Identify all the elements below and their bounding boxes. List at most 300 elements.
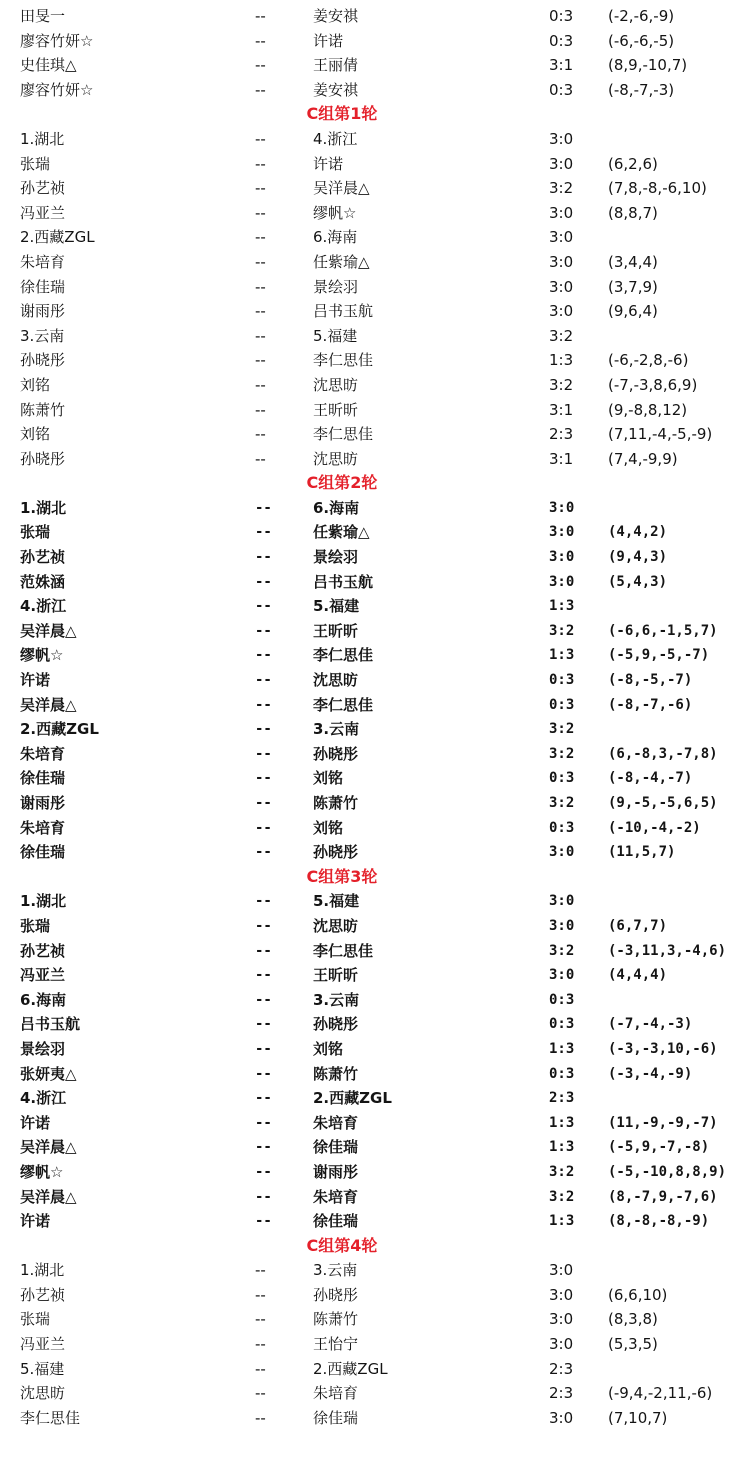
match-row — [0, 742, 744, 767]
separator: -- — [255, 622, 272, 639]
team-match-row — [0, 324, 744, 349]
separator: -- — [255, 425, 266, 444]
match-row — [0, 29, 744, 54]
match-row — [0, 53, 744, 78]
away-team: 5.福建 — [313, 597, 360, 616]
away-team: 2.西藏ZGL — [313, 1359, 388, 1378]
match-row — [0, 570, 744, 595]
away-player: 孙晓彤 — [313, 1015, 359, 1034]
separator: -- — [255, 819, 272, 836]
set-scores: (11,-9,-9,-7) — [608, 1114, 718, 1131]
match-score: 3:0 — [549, 917, 575, 934]
home-player: 张瑞 — [20, 916, 51, 935]
match-row — [0, 1307, 744, 1332]
separator: -- — [255, 449, 266, 468]
home-team: 5.福建 — [20, 1359, 65, 1378]
home-player: 许诺 — [20, 1212, 51, 1231]
set-scores: (9,-8,8,12) — [608, 400, 688, 419]
match-score: 3:1 — [549, 400, 574, 419]
separator: -- — [255, 672, 272, 689]
home-player: 史佳琪△ — [20, 56, 77, 75]
separator: -- — [255, 1359, 266, 1378]
away-player: 景绘羽 — [313, 548, 359, 567]
round-title: C组第3轮 — [306, 866, 378, 886]
set-scores: (11,5,7) — [608, 844, 676, 861]
match-score: 1:3 — [549, 1139, 575, 1156]
set-scores: (7,10,7) — [608, 1408, 668, 1427]
separator: -- — [255, 524, 272, 541]
separator: -- — [255, 31, 266, 50]
separator: -- — [255, 1065, 272, 1082]
match-score: 2:3 — [549, 1090, 575, 1107]
separator: -- — [255, 277, 266, 296]
away-player: 朱培育 — [313, 1187, 359, 1206]
set-scores: (-8,-7,-6) — [608, 696, 693, 713]
separator: -- — [255, 499, 272, 516]
match-score: 3:2 — [549, 745, 575, 762]
set-scores: (-10,-4,-2) — [608, 819, 701, 836]
set-scores: (3,7,9) — [608, 277, 658, 296]
home-player: 孙晓彤 — [20, 351, 66, 370]
match-score: 0:3 — [549, 819, 575, 836]
home-player: 冯亚兰 — [20, 966, 66, 985]
home-player: 廖容竹妍☆ — [20, 80, 94, 99]
match-row — [0, 299, 744, 324]
match-row — [0, 422, 744, 447]
home-player: 范姝涵 — [20, 572, 66, 591]
set-scores: (-7,-3,8,6,9) — [608, 375, 698, 394]
match-row — [0, 1381, 744, 1406]
set-scores: (8,9,-10,7) — [608, 56, 688, 75]
set-scores: (-5,9,-7,-8) — [608, 1139, 710, 1156]
match-score: 1:3 — [549, 1040, 575, 1057]
home-player: 田旻一 — [20, 7, 66, 25]
match-row — [0, 348, 744, 373]
away-player: 朱培育 — [313, 1113, 359, 1132]
round-header — [0, 865, 744, 890]
match-score: 3:2 — [549, 942, 575, 959]
home-team: 2.西藏ZGL — [20, 720, 99, 739]
home-team: 4.浙江 — [20, 1089, 67, 1108]
set-scores: (-3,-4,-9) — [608, 1065, 693, 1082]
match-score: 3:0 — [549, 573, 575, 590]
match-score: 3:0 — [549, 524, 575, 541]
round-header — [0, 471, 744, 496]
home-player: 吴洋晨△ — [20, 695, 77, 714]
separator: -- — [255, 1040, 272, 1057]
separator: -- — [255, 1261, 266, 1280]
home-player: 冯亚兰 — [20, 1335, 66, 1354]
match-score: 3:0 — [549, 499, 575, 516]
separator: -- — [255, 56, 266, 75]
away-player: 谢雨彤 — [313, 1162, 359, 1181]
away-player: 沈思昉 — [313, 375, 359, 394]
match-score: 1:3 — [549, 1213, 575, 1230]
home-player: 缪帆☆ — [20, 646, 64, 665]
home-team: 1.湖北 — [20, 129, 65, 148]
match-score: 3:2 — [549, 721, 575, 738]
home-player: 谢雨彤 — [20, 794, 66, 812]
team-match-row — [0, 889, 744, 914]
away-player: 吕书玉航 — [313, 572, 374, 591]
separator: -- — [255, 598, 272, 615]
match-score: 3:0 — [549, 302, 574, 321]
home-player: 孙艺祯 — [20, 548, 66, 567]
match-score: 1:3 — [549, 598, 575, 615]
away-player: 景绘羽 — [313, 277, 359, 296]
away-player: 陈萧竹 — [313, 794, 359, 812]
match-score: 0:3 — [549, 31, 574, 50]
separator: -- — [255, 252, 266, 271]
away-player: 刘铭 — [313, 818, 344, 837]
away-player: 姜安祺 — [313, 7, 359, 25]
away-player: 沈思昉 — [313, 449, 359, 468]
set-scores: (6,7,7) — [608, 917, 668, 934]
set-scores: (8,3,8) — [608, 1310, 658, 1329]
away-player: 孙晓彤 — [313, 744, 359, 763]
separator: -- — [255, 795, 272, 811]
set-scores: (6,-8,3,-7,8) — [608, 745, 718, 762]
match-score: 3:0 — [549, 129, 574, 148]
home-player: 廖容竹妍☆ — [20, 31, 94, 50]
separator: -- — [255, 844, 272, 861]
set-scores: (6,6,10) — [608, 1285, 668, 1304]
match-row — [0, 373, 744, 398]
home-player: 谢雨彤 — [20, 302, 66, 321]
match-score: 0:3 — [549, 696, 575, 713]
match-score: 3:0 — [549, 1335, 574, 1354]
home-player: 吴洋晨△ — [20, 1138, 77, 1157]
separator: -- — [255, 326, 266, 345]
separator: -- — [255, 1016, 272, 1033]
match-score: 3:2 — [549, 1188, 575, 1205]
match-score: 3:0 — [549, 203, 574, 222]
away-team: 4.浙江 — [313, 129, 358, 148]
set-scores: (5,3,5) — [608, 1335, 658, 1354]
home-player: 朱培育 — [20, 818, 66, 837]
away-player: 刘铭 — [313, 769, 344, 788]
separator: -- — [255, 1335, 266, 1354]
separator: -- — [255, 1114, 272, 1131]
separator: -- — [255, 1139, 272, 1156]
home-player: 冯亚兰 — [20, 203, 66, 222]
match-row — [0, 939, 744, 964]
set-scores: (9,6,4) — [608, 302, 658, 321]
match-score: 0:3 — [549, 991, 575, 1008]
separator: -- — [255, 721, 272, 738]
set-scores: (-5,-10,8,8,9) — [608, 1163, 727, 1180]
separator: -- — [255, 1188, 272, 1205]
set-scores: (-5,9,-5,-7) — [608, 647, 710, 664]
match-score: 3:2 — [549, 1163, 575, 1180]
match-row — [0, 4, 744, 29]
team-match-row — [0, 1086, 744, 1111]
match-row — [0, 914, 744, 939]
separator: -- — [255, 573, 272, 590]
round-title: C组第4轮 — [306, 1235, 378, 1255]
set-scores: (8,8,7) — [608, 203, 658, 222]
away-player: 陈萧竹 — [313, 1310, 359, 1329]
home-player: 许诺 — [20, 671, 51, 690]
set-scores: (5,4,3) — [608, 573, 668, 590]
match-row — [0, 1037, 744, 1062]
away-team: 6.海南 — [313, 498, 360, 517]
match-score: 2:3 — [549, 1359, 574, 1378]
home-player: 孙艺祯 — [20, 941, 66, 960]
home-player: 张瑞 — [20, 523, 51, 542]
away-player: 孙晓彤 — [313, 1285, 359, 1304]
match-row — [0, 1332, 744, 1357]
match-score: 0:3 — [549, 770, 575, 787]
away-player: 李仁思佳 — [313, 646, 374, 665]
set-scores: (-3,-3,10,-6) — [608, 1040, 718, 1057]
separator: -- — [255, 375, 266, 394]
separator: -- — [255, 179, 266, 198]
match-score: 3:0 — [549, 967, 575, 984]
away-player: 李仁思佳 — [313, 351, 374, 370]
match-row — [0, 398, 744, 423]
home-player: 陈萧竹 — [20, 400, 66, 419]
match-score: 3:0 — [549, 154, 574, 173]
home-player: 孙艺祯 — [20, 179, 66, 198]
match-row — [0, 545, 744, 570]
separator: -- — [255, 745, 272, 762]
away-player: 缪帆☆ — [313, 203, 357, 222]
away-player: 李仁思佳 — [313, 695, 374, 714]
home-player: 朱培育 — [20, 252, 66, 271]
separator: -- — [255, 80, 266, 99]
away-player: 任紫瑜△ — [313, 523, 370, 542]
team-match-row — [0, 988, 744, 1013]
home-team: 2.西藏ZGL — [20, 228, 95, 247]
set-scores: (4,4,2) — [608, 524, 668, 541]
match-row — [0, 1283, 744, 1308]
home-player: 孙晓彤 — [20, 449, 66, 468]
set-scores: (-6,-2,8,-6) — [608, 351, 689, 370]
match-score: 3:1 — [549, 449, 574, 468]
match-score: 3:2 — [549, 622, 575, 639]
away-player: 姜安祺 — [313, 80, 359, 99]
away-player: 沈思昉 — [313, 671, 359, 690]
team-match-row — [0, 225, 744, 250]
home-player: 张瑞 — [20, 1310, 51, 1329]
away-player: 徐佳瑞 — [313, 1408, 359, 1427]
separator: -- — [255, 991, 272, 1008]
away-team: 3.云南 — [313, 1261, 358, 1280]
separator: -- — [255, 1163, 272, 1180]
away-player: 许诺 — [313, 31, 344, 50]
match-row — [0, 963, 744, 988]
home-player: 张妍夷△ — [20, 1064, 77, 1083]
match-row — [0, 1012, 744, 1037]
home-player: 许诺 — [20, 1113, 51, 1132]
home-team: 1.湖北 — [20, 498, 67, 517]
separator: -- — [255, 917, 272, 934]
match-row — [0, 693, 744, 718]
match-row — [0, 766, 744, 791]
match-score: 0:3 — [549, 80, 574, 99]
round-title: C组第2轮 — [306, 473, 378, 493]
match-row — [0, 816, 744, 841]
match-row — [0, 1062, 744, 1087]
set-scores: (-6,6,-1,5,7) — [608, 622, 718, 639]
match-score: 1:3 — [549, 647, 575, 664]
match-score: 3:0 — [549, 1310, 574, 1329]
match-row — [0, 152, 744, 177]
away-player: 王丽倩 — [313, 56, 359, 75]
match-score: 3:1 — [549, 56, 574, 75]
home-player: 张瑞 — [20, 154, 51, 173]
match-score: 3:0 — [549, 844, 575, 861]
separator: -- — [255, 893, 272, 910]
away-player: 徐佳瑞 — [313, 1138, 359, 1157]
match-row — [0, 1135, 744, 1160]
match-row — [0, 1111, 744, 1136]
separator: -- — [255, 154, 266, 173]
set-scores: (-3,11,3,-4,6) — [608, 942, 727, 959]
match-score: 0:3 — [549, 672, 575, 689]
match-row — [0, 1185, 744, 1210]
away-player: 孙晓彤 — [313, 843, 359, 862]
match-score: 3:0 — [549, 549, 575, 566]
home-team: 3.云南 — [20, 326, 65, 345]
separator: -- — [255, 942, 272, 959]
match-row — [0, 619, 744, 644]
separator: -- — [255, 400, 266, 419]
match-score: 0:3 — [549, 7, 574, 25]
home-team: 1.湖北 — [20, 892, 67, 911]
away-player: 许诺 — [313, 154, 344, 173]
match-score: 3:0 — [549, 228, 574, 247]
match-row — [0, 1406, 744, 1431]
separator: -- — [255, 967, 272, 984]
match-score: 3:0 — [549, 252, 574, 271]
match-score: 0:3 — [549, 1016, 575, 1033]
team-match-row — [0, 496, 744, 521]
match-score: 3:0 — [549, 1408, 574, 1427]
home-player: 徐佳瑞 — [20, 769, 66, 788]
set-scores: (9,4,3) — [608, 549, 668, 566]
home-player: 景绘羽 — [20, 1039, 66, 1058]
separator: -- — [255, 302, 266, 321]
away-player: 任紫瑜△ — [313, 252, 370, 271]
round-title: C组第1轮 — [306, 104, 378, 124]
away-player: 刘铭 — [313, 1039, 344, 1058]
home-team: 4.浙江 — [20, 597, 67, 616]
set-scores: (8,-8,-8,-9) — [608, 1213, 710, 1230]
home-player: 吴洋晨△ — [20, 621, 77, 640]
set-scores: (8,-7,9,-7,6) — [608, 1188, 718, 1205]
separator: -- — [255, 7, 266, 25]
team-match-row — [0, 127, 744, 152]
separator: -- — [255, 1384, 266, 1403]
separator: -- — [255, 129, 266, 148]
away-team: 3.云南 — [313, 720, 360, 739]
match-score: 1:3 — [549, 351, 574, 370]
separator: -- — [255, 228, 266, 247]
match-row — [0, 840, 744, 865]
round-header — [0, 1234, 744, 1259]
set-scores: (7,11,-4,-5,-9) — [608, 425, 713, 444]
separator: -- — [255, 1285, 266, 1304]
match-score: 1:3 — [549, 1114, 575, 1131]
home-team: 6.海南 — [20, 990, 67, 1009]
away-player: 朱培育 — [313, 1384, 359, 1403]
match-row — [0, 668, 744, 693]
separator: -- — [255, 1408, 266, 1427]
match-score: 3:0 — [549, 893, 575, 910]
match-score: 0:3 — [549, 1065, 575, 1082]
away-team: 5.福建 — [313, 892, 360, 911]
separator: -- — [255, 647, 272, 664]
match-score: 3:2 — [549, 795, 575, 811]
match-score: 3:0 — [549, 1285, 574, 1304]
separator: -- — [255, 549, 272, 566]
set-scores: (-2,-6,-9) — [608, 7, 675, 25]
home-player: 吴洋晨△ — [20, 1187, 77, 1206]
match-row — [0, 1160, 744, 1185]
round-header — [0, 102, 744, 127]
home-player: 刘铭 — [20, 425, 51, 444]
match-score: 3:0 — [549, 277, 574, 296]
set-scores: (4,4,4) — [608, 967, 668, 984]
match-score: 3:2 — [549, 326, 574, 345]
team-match-row — [0, 1357, 744, 1382]
set-scores: (7,8,-8,-6,10) — [608, 179, 707, 198]
match-row — [0, 520, 744, 545]
separator: -- — [255, 1090, 272, 1107]
away-team: 6.海南 — [313, 228, 358, 247]
set-scores: (6,2,6) — [608, 154, 658, 173]
match-score: 2:3 — [549, 425, 574, 444]
away-player: 吴洋晨△ — [313, 179, 370, 198]
away-player: 王怡宁 — [313, 1335, 359, 1354]
separator: -- — [255, 351, 266, 370]
match-score: 3:2 — [549, 179, 574, 198]
match-row — [0, 643, 744, 668]
away-player: 徐佳瑞 — [313, 1212, 359, 1231]
set-scores: (-7,-4,-3) — [608, 1016, 693, 1033]
home-player: 李仁思佳 — [20, 1408, 81, 1427]
away-player: 吕书玉航 — [313, 302, 374, 321]
home-player: 孙艺祯 — [20, 1285, 66, 1304]
match-row — [0, 78, 744, 103]
match-score: 2:3 — [549, 1384, 574, 1403]
set-scores: (7,4,-9,9) — [608, 449, 678, 468]
home-player: 徐佳瑞 — [20, 843, 66, 862]
match-score: 3:0 — [549, 1261, 574, 1280]
set-scores: (-6,-6,-5) — [608, 31, 675, 50]
match-row — [0, 791, 744, 816]
away-player: 沈思昉 — [313, 916, 359, 935]
set-scores: (9,-5,-5,6,5) — [608, 795, 718, 811]
team-match-row — [0, 594, 744, 619]
away-team: 5.福建 — [313, 326, 358, 345]
set-scores: (-8,-4,-7) — [608, 770, 693, 787]
match-row — [0, 447, 744, 472]
away-player: 王昕昕 — [313, 400, 359, 419]
home-player: 沈思昉 — [20, 1384, 66, 1403]
away-player: 王昕昕 — [313, 621, 359, 640]
separator: -- — [255, 1213, 272, 1230]
home-player: 吕书玉航 — [20, 1015, 81, 1034]
match-row — [0, 201, 744, 226]
away-player: 王昕昕 — [313, 966, 359, 985]
away-player: 李仁思佳 — [313, 425, 374, 444]
set-scores: (-9,4,-2,11,-6) — [608, 1384, 713, 1403]
set-scores: (3,4,4) — [608, 252, 658, 271]
team-match-row — [0, 717, 744, 742]
